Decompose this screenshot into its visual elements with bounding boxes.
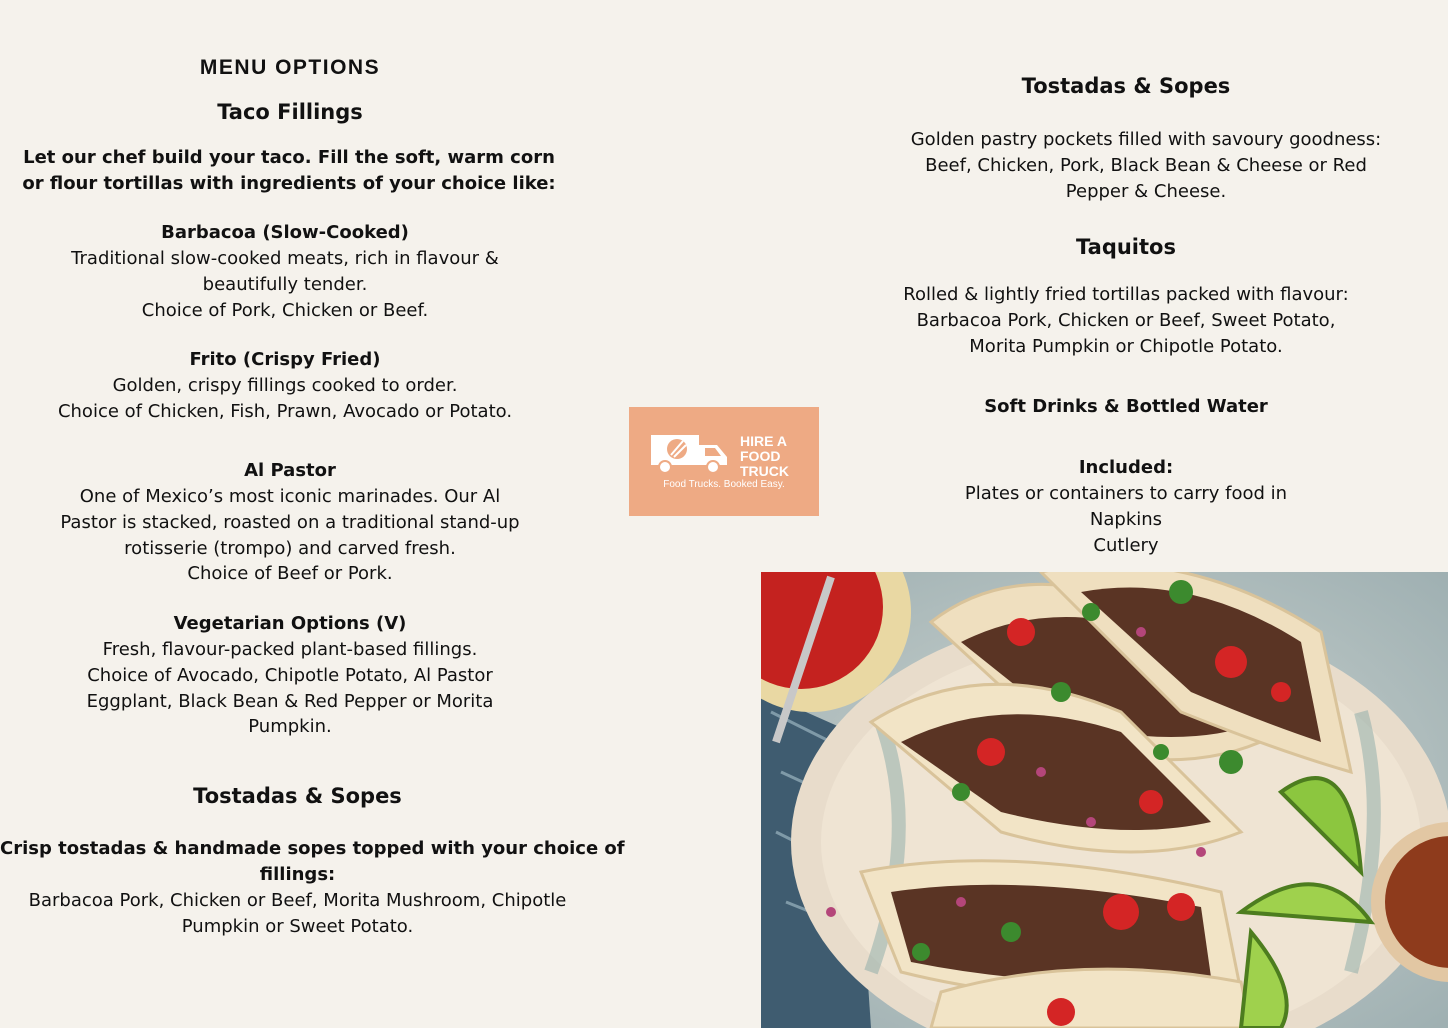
barbacoa-title: Barbacoa (Slow-Cooked) <box>161 222 409 243</box>
drinks-heading: Soft Drinks & Bottled Water <box>984 396 1268 417</box>
right-tostadas-section <box>866 127 1426 204</box>
vegetarian-section <box>0 611 580 740</box>
al-pastor-title: Al Pastor <box>244 460 336 481</box>
food-truck-icon <box>647 429 739 475</box>
taquitos-heading: Taquitos <box>1076 235 1176 259</box>
vegetarian-line: Eggplant, Black Bean & Red Pepper or Morita <box>86 690 494 712</box>
taquitos-section <box>846 282 1406 359</box>
right-tostadas-line: Beef, Chicken, Pork, Black Bean & Cheese or Red <box>925 154 1367 176</box>
left-tostadas-bold-line: fillings: <box>259 864 336 885</box>
al-pastor-line: rotisserie (trompo) and carved fresh. <box>124 537 456 559</box>
right-tostadas-heading: Tostadas & Sopes <box>1021 74 1231 98</box>
left-tostadas-line: Barbacoa Pork, Chicken or Beef, Morita Mushroom, Chipotle <box>28 890 567 911</box>
frito-line: Golden, crispy fillings cooked to order. <box>112 375 458 396</box>
tacos-photo <box>761 572 1448 1028</box>
logo-wordmark <box>740 434 789 479</box>
included-line: Cutlery <box>1093 534 1159 556</box>
left-tostadas-line: Pumpkin or Sweet Potato. <box>181 915 414 937</box>
taco-intro <box>0 145 578 197</box>
left-tostadas-heading: Tostadas & Sopes <box>193 784 402 808</box>
logo-tagline: Food Trucks. Booked Easy. <box>663 479 785 490</box>
al-pastor-section <box>0 458 580 587</box>
left-tostadas-bold-line: Crisp tostadas & handmade sopes topped with your choice of <box>0 838 625 859</box>
included-line: Plates or containers to carry food in <box>964 483 1288 504</box>
frito-line: Choice of Chicken, Fish, Prawn, Avocado or Potato. <box>57 400 513 422</box>
right-tostadas-line: Golden pastry pockets filled with savoury goodness: <box>910 129 1382 150</box>
included-section <box>866 455 1386 558</box>
logo-line: HIRE A <box>740 433 787 449</box>
hire-a-food-truck-logo <box>629 407 819 516</box>
vegetarian-title: Vegetarian Options (V) <box>173 613 407 634</box>
vegetarian-line: Fresh, flavour-packed plant-based fillings. <box>102 639 478 660</box>
barbacoa-section <box>0 220 570 323</box>
tacos-illustration <box>761 572 1448 1028</box>
menu-options-heading: MENU OPTIONS <box>199 56 381 79</box>
logo-line: TRUCK <box>740 463 789 479</box>
barbacoa-line: Choice of Pork, Chicken or Beef. <box>141 299 429 321</box>
taquitos-line: Rolled & lightly fried tortillas packed with flavour: <box>903 284 1349 305</box>
al-pastor-line: Choice of Beef or Pork. <box>187 563 393 585</box>
frito-section <box>0 347 570 425</box>
included-line: Napkins <box>1089 508 1163 530</box>
barbacoa-line: Traditional slow-cooked meats, rich in flavour & <box>71 248 499 269</box>
intro-line: Let our chef build your taco. Fill the soft, warm corn <box>23 147 555 168</box>
right-tostadas-line: Pepper & Cheese. <box>1065 180 1227 202</box>
vegetarian-line: Choice of Avocado, Chipotle Potato, Al Pastor <box>87 664 493 686</box>
vegetarian-line: Pumpkin. <box>248 716 332 738</box>
taco-fillings-heading: Taco Fillings <box>217 100 363 124</box>
included-title: Included: <box>1078 457 1174 478</box>
intro-line: or flour tortillas with ingredients of your choice like: <box>22 173 556 194</box>
logo-line: FOOD <box>740 448 781 464</box>
left-tostadas-section <box>0 836 625 940</box>
barbacoa-line: beautifully tender. <box>202 273 368 295</box>
al-pastor-line: One of Mexico’s most iconic marinades. Our Al <box>79 486 501 507</box>
taquitos-line: Barbacoa Pork, Chicken or Beef, Sweet Potato, <box>916 309 1336 331</box>
taquitos-line: Morita Pumpkin or Chipotle Potato. <box>969 335 1283 357</box>
frito-title: Frito (Crispy Fried) <box>189 349 381 370</box>
al-pastor-line: Pastor is stacked, roasted on a traditional stand-up <box>60 511 520 533</box>
